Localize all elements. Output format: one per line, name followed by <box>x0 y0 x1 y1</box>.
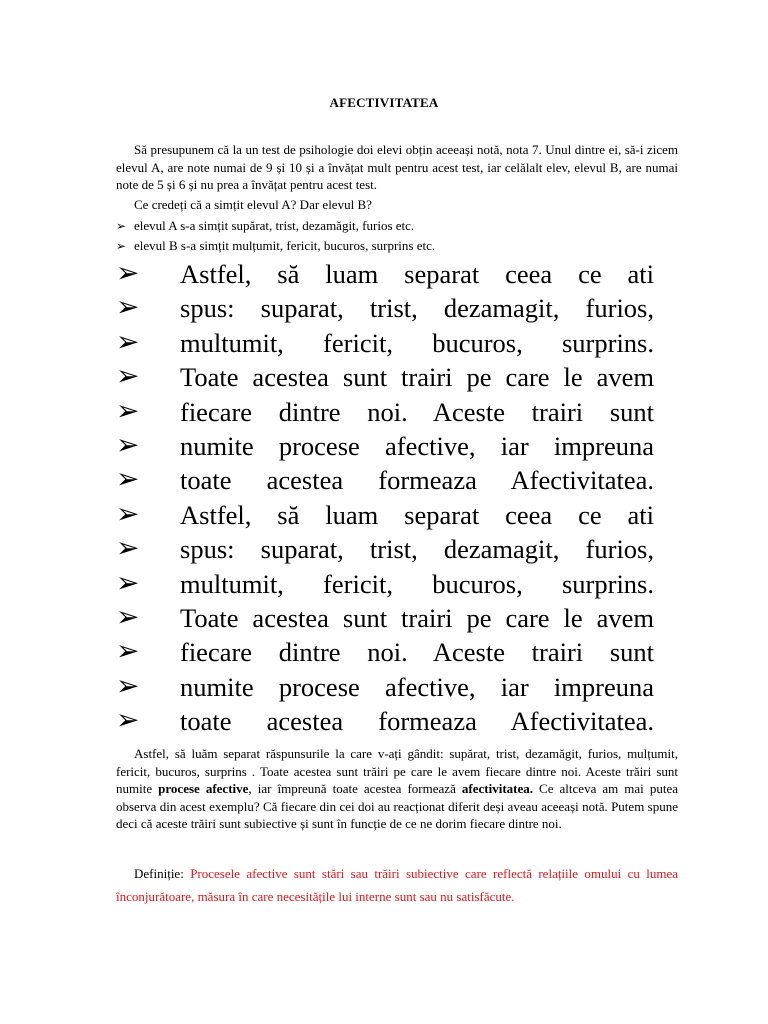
large-bullet-item <box>116 567 654 601</box>
definition-text: Procesele afective sunt stări sau trăiri subiective care reflectă relațiile omului cu lumea înconjurătoare, măsura în care necesitățile lui interne sunt sau nu satisfăcute. <box>116 866 679 904</box>
large-bullet-text: toate acestea formeaza Afectivitatea. <box>180 465 654 496</box>
arrow-bullet-icon: ➢ <box>116 258 140 289</box>
large-bullet-text: spus: suparat, trist, dezamagit, furios, <box>180 293 654 324</box>
large-bullet-item <box>116 635 654 669</box>
intro-paragraph: Să presupunem că la un test de psihologie doi elevi obțin aceeași notă, nota 7. Unul dintre ei, să-i zicem elevul A, are note numai de 9 și 10 și a învățat mult pentru acest test, iar celălalt elev, elevul B, are numai note de 5 și 6 și nu prea a învățat pentru acest test. <box>116 142 678 192</box>
large-bullet-text: Astfel, să luam separat ceea ce ati <box>180 499 654 530</box>
large-bullet-text: numite procese afective, iar impreuna <box>180 671 654 702</box>
closing-text-1: Astfel, să luăm separat răspunsurile la care v-ați gândit: supărat, trist, dezamăgit, furios, mulțumit, fericit, bucuros, surprins . Toate acestea sunt trăiri pe care le avem fiecare dintre noi. Aceste trăiri sunt numite <box>116 746 678 796</box>
closing-text-2: , iar împreună toate acestea formează <box>248 781 462 796</box>
large-bullet-item <box>116 498 654 532</box>
small-bullet-item <box>116 236 435 256</box>
page-title: AFECTIVITATEA <box>329 95 439 110</box>
closing-bold-term-1: procese afective <box>158 781 249 796</box>
large-bullet-item <box>116 532 654 566</box>
arrow-bullet-icon: ➢ <box>116 326 140 358</box>
large-bullet-item <box>116 360 654 394</box>
arrow-bullet-icon: ➢ <box>116 238 127 253</box>
arrow-bullet-icon: ➢ <box>116 361 140 393</box>
large-bullet-text: spus: suparat, trist, dezamagit, furios, <box>180 534 654 565</box>
large-bullet-text: toate acestea formeaza Afectivitatea. <box>180 706 654 737</box>
question-line: Ce credeți că a simțit elevul A? Dar elevul B? <box>134 197 372 212</box>
arrow-bullet-icon: ➢ <box>116 601 140 633</box>
large-bullet-text: Toate acestea sunt trairi pe care le avem <box>180 362 654 393</box>
arrow-bullet-icon: ➢ <box>116 292 140 324</box>
large-bullet-text: multumit, fericit, bucuros, surprins. <box>180 568 654 599</box>
arrow-bullet-icon: ➢ <box>116 670 140 702</box>
large-bullet-item <box>116 429 654 463</box>
small-bullet-list <box>116 216 435 256</box>
arrow-bullet-icon: ➢ <box>116 218 127 233</box>
arrow-bullet-icon: ➢ <box>116 705 140 737</box>
arrow-bullet-icon: ➢ <box>116 498 140 530</box>
large-bullet-item <box>116 326 654 360</box>
arrow-bullet-icon: ➢ <box>116 395 140 427</box>
definition-label: Definiție: <box>134 866 184 881</box>
arrow-bullet-icon: ➢ <box>116 429 140 461</box>
small-bullet-text: elevul B s-a simțit mulțumit, fericit, bucuros, surprins etc. <box>134 238 436 253</box>
large-bullet-item <box>116 291 654 325</box>
arrow-bullet-icon: ➢ <box>116 567 140 599</box>
arrow-bullet-icon: ➢ <box>116 533 140 565</box>
large-bullet-list <box>116 257 654 738</box>
large-bullet-text: fiecare dintre noi. Aceste trairi sunt <box>180 637 654 668</box>
large-bullet-item <box>116 601 654 635</box>
large-bullet-item <box>116 670 654 704</box>
closing-bold-term-2: afectivitatea. <box>461 781 533 796</box>
closing-paragraph <box>116 745 678 833</box>
large-bullet-item <box>116 395 654 429</box>
large-bullet-item <box>116 704 654 738</box>
large-bullet-text: Astfel, să luam separat ceea ce ati <box>180 259 654 289</box>
large-bullet-text: fiecare dintre noi. Aceste trairi sunt <box>180 396 654 427</box>
large-bullet-text: Toate acestea sunt trairi pe care le avem <box>180 602 654 633</box>
arrow-bullet-icon: ➢ <box>116 636 140 668</box>
small-bullet-text: elevul A s-a simțit supărat, trist, dezamăgit, furios etc. <box>134 218 415 233</box>
small-bullet-item <box>116 216 435 236</box>
arrow-bullet-icon: ➢ <box>116 464 140 496</box>
large-bullet-text: multumit, fericit, bucuros, surprins. <box>180 327 654 358</box>
large-bullet-item <box>116 257 654 291</box>
large-bullet-item <box>116 463 654 497</box>
definition-paragraph <box>116 862 678 908</box>
large-bullet-text: numite procese afective, iar impreuna <box>180 430 654 461</box>
closing-text-3: Ce altceva am mai putea observa din acest exemplu? Că fiecare din cei doi au reacționat diferit deși aveau aceeași notă. Putem spune deci că aceste trăiri sunt subiective și sunt în funcție de ce ne dorim fiecare dintre noi. <box>116 781 678 831</box>
